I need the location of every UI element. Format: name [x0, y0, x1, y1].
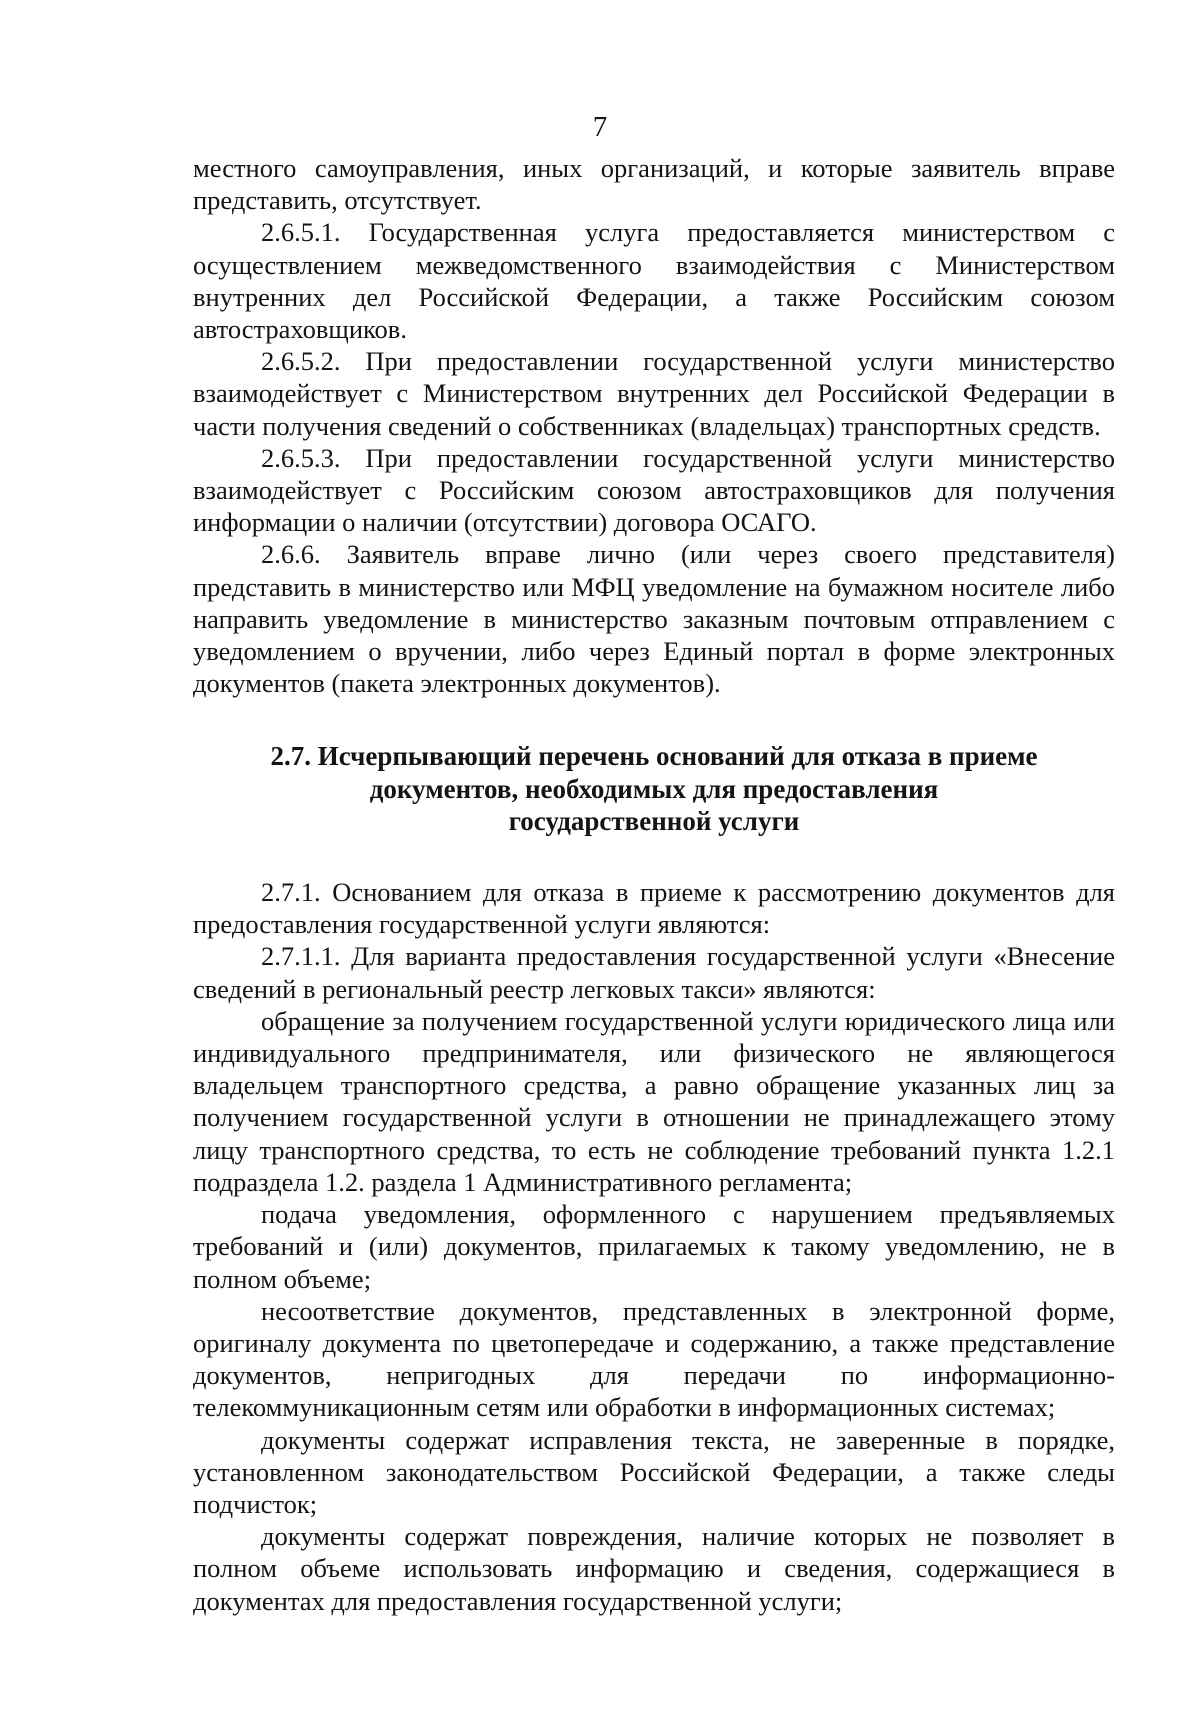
paragraph-continuation: местного самоуправления, иных организаций, и которые заявитель вправе представить, отсутствует.: [193, 153, 1115, 216]
section-heading-line: государственной услуги: [508, 805, 800, 836]
list-item-uncertified-corrections: документы содержат исправления текста, не заверенные в порядке, установленном законодательством Российской Федерации, а также следы подчисток;: [193, 1424, 1115, 1519]
paragraph-2-6-5-2: 2.6.5.2. При предоставлении государственной услуги министерство взаимодействует с Министерством внутренних дел Российской Федерации в части получения сведений о собственниках (владельцах) транспортных средств.: [193, 346, 1115, 441]
list-item-applicant-not-owner: обращение за получением государственной услуги юридического лица или индивидуального предпринимателя, или физического не являющегося владельцем транспортного средства, а равно обращение указанных лиц за получением государственной услуги в отношении не принадлежащего этому лицу транспортного средства, то есть не соблюдение требований пункта 1.2.1 подраздела 1.2. раздела 1 Административного регламента;: [193, 1005, 1115, 1197]
list-item-incomplete-notification: подача уведомления, оформленного с нарушением предъявляемых требований и (или) документов, прилагаемых к такому уведомлению, не в полном объеме;: [193, 1199, 1115, 1294]
page-number: 7: [592, 111, 608, 143]
list-item-electronic-mismatch: несоответствие документов, представленных в электронной форме, оригиналу документа по цветопередаче и содержанию, а также представление документов, непригодных для передачи по информационно-телекоммуникационным сетям или обработки в информационных системах;: [193, 1295, 1115, 1423]
list-item-damaged-documents: документы содержат повреждения, наличие которых не позволяет в полном объеме использовать информацию и сведения, содержащиеся в документах для предоставления государственной услуги;: [193, 1521, 1115, 1616]
section-heading-line: документов, необходимых для предоставления: [369, 773, 939, 804]
section-heading-2-7: [193, 740, 1115, 837]
paragraph-2-7-1-1: 2.7.1.1. Для варианта предоставления государственной услуги «Внесение сведений в региональный реестр легковых такси» являются:: [193, 941, 1115, 1004]
document-body: [193, 152, 1115, 1617]
paragraph-2-6-6: 2.6.6. Заявитель вправе лично (или через своего представителя) представить в министерство или МФЦ уведомление на бумажном носителе либо направить уведомление в министерство заказным почтовым отправлением с уведомлением о вручении, либо через Единый портал в форме электронных документов (пакета электронных документов).: [193, 539, 1115, 699]
paragraph-2-6-5-3: 2.6.5.3. При предоставлении государственной услуги министерство взаимодействует с Российским союзом автостраховщиков для получения информации о наличии (отсутствии) договора ОСАГО.: [193, 442, 1115, 538]
paragraph-2-6-5-1: 2.6.5.1. Государственная услуга предоставляется министерством с осуществлением межведомственного взаимодействия с Министерством внутренних дел Российской Федерации, а также Российским союзом автостраховщиков.: [193, 217, 1115, 345]
section-heading-line: 2.7. Исчерпывающий перечень оснований для отказа в приеме: [270, 741, 1038, 772]
paragraph-2-7-1: 2.7.1. Основанием для отказа в приеме к рассмотрению документов для предоставления государственной услуги являются:: [193, 877, 1115, 940]
